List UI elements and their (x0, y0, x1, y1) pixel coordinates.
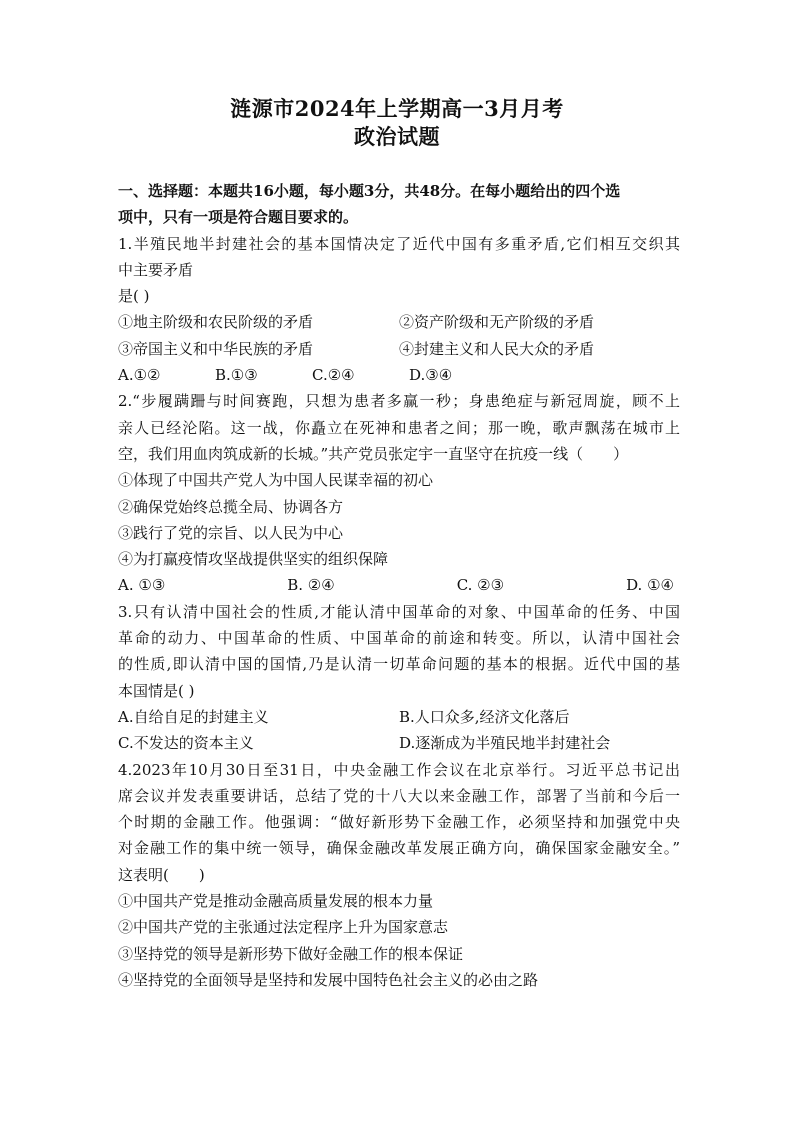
q1-option-b[interactable]: B.①③ (215, 366, 258, 385)
q2-option-a[interactable]: A. ①③ (118, 576, 166, 595)
q1-item-3: ③帝国主义和中华民族的矛盾 (118, 339, 314, 358)
exam-subject: 政治试题 (354, 124, 440, 149)
question-4 (118, 757, 680, 994)
q4-stem-line1: 4.2023年10月30日至31日，中央金融工作会议在北京举行。习近平总书记出 (118, 760, 680, 779)
q1-item-4: ④封建主义和人民大众的矛盾 (399, 339, 595, 358)
q2-option-b[interactable]: B. ②④ (287, 576, 335, 595)
q1-items-row1 (118, 309, 680, 335)
q1-option-c[interactable]: C.②④ (312, 366, 355, 385)
q3-options-row2 (118, 730, 680, 756)
q1-option-a[interactable]: A.①② (118, 366, 161, 385)
q2-stem-line2: 亲人已经沦陷。这一战，你矗立在死神和患者之间；那一晚，歌声飘荡在城市上 (118, 418, 680, 437)
question-2 (118, 388, 680, 598)
q3-options-row1 (118, 704, 680, 730)
q3-option-c[interactable]: C.不发达的资本主义 (118, 734, 254, 753)
q2-item-4: ④为打赢疫情攻坚战提供坚实的组织保障 (118, 550, 389, 569)
q1-item-1: ①地主阶级和农民阶级的矛盾 (118, 313, 314, 332)
q4-item-2: ②中国共产党的主张通过法定程序上升为国家意志 (118, 918, 449, 937)
q1-stem-line1: 1.半殖民地半封建社会的基本国情决定了近代中国有多重矛盾,它们相互交织其 (118, 234, 680, 253)
q4-item-3: ③坚持党的领导是新形势下做好金融工作的根本保证 (118, 944, 464, 963)
question-1 (118, 231, 680, 389)
q3-option-d[interactable]: D.逐渐成为半殖民地半封建社会 (399, 734, 611, 753)
exam-title: 涟源市2024年上学期高一3月月考 (230, 96, 564, 121)
q3-stem-line3: 的性质,即认清中国的国情,乃是认清一切革命问题的基本的根据。近代中国的基 (118, 655, 680, 674)
exam-content (118, 178, 680, 993)
q4-item-4: ④坚持党的全面领导是坚持和发展中国特色社会主义的必由之路 (118, 970, 539, 989)
q1-stem-line3: 是( ) (118, 287, 150, 306)
q4-stem-line5: 这表明( ) (118, 865, 205, 884)
q2-options (118, 572, 680, 598)
q3-option-b[interactable]: B.人口众多,经济文化落后 (399, 707, 570, 726)
q2-stem-line1: 2.“步履蹒跚与时间赛跑，只想为患者多赢一秒；身患绝症与新冠周旋，顾不上 (118, 392, 680, 411)
q4-stem-line4: 对金融工作的集中统一领导，确保金融改革发展正确方向，确保国家金融安全。” (118, 839, 680, 858)
q4-item-1: ①中国共产党是推动金融高质量发展的根本力量 (118, 892, 434, 911)
q2-stem-line3: 空，我们用血肉筑成新的长城。”共产党员张定宇一直坚守在抗疫一线（ ） (118, 444, 629, 463)
q4-stem-line2: 席会议并发表重要讲话，总结了党的十八大以来金融工作，部署了当前和今后一 (118, 786, 680, 805)
q2-item-1: ①体现了中国共产党人为中国人民谋幸福的初心 (118, 471, 434, 490)
q1-stem-line2: 中主要矛盾 (118, 260, 194, 279)
q1-item-2: ②资产阶级和无产阶级的矛盾 (399, 313, 595, 332)
q1-option-d[interactable]: D.③④ (409, 366, 453, 385)
section-heading-line1: 一、选择题：本题共16小题，每小题3分，共48分。在每小题给出的四个选 (118, 182, 621, 200)
q2-option-c[interactable]: C. ②③ (456, 576, 505, 595)
q3-stem-line4: 本国情是( ) (118, 681, 195, 700)
q3-option-a[interactable]: A.自给自足的封建主义 (118, 707, 269, 726)
section-heading-line2: 项中，只有一项是符合题目要求的。 (118, 208, 359, 227)
q1-options (118, 362, 680, 388)
q4-stem-line3: 个时期的金融工作。他强调：“做好新形势下金融工作，必须坚持和加强党中央 (118, 813, 680, 832)
q2-item-2: ②确保党始终总揽全局、协调各方 (118, 497, 344, 516)
q3-stem-line1: 3.只有认清中国社会的性质,才能认清中国革命的对象、中国革命的任务、中国 (118, 602, 680, 621)
q1-items-row2 (118, 336, 680, 362)
q2-option-d[interactable]: D. ①④ (626, 576, 674, 595)
q2-item-3: ③践行了党的宗旨、以人民为中心 (118, 523, 344, 542)
q3-stem-line2: 革命的动力、中国革命的性质、中国革命的前途和转变。所以，认清中国社会 (118, 629, 680, 648)
question-3 (118, 599, 680, 757)
